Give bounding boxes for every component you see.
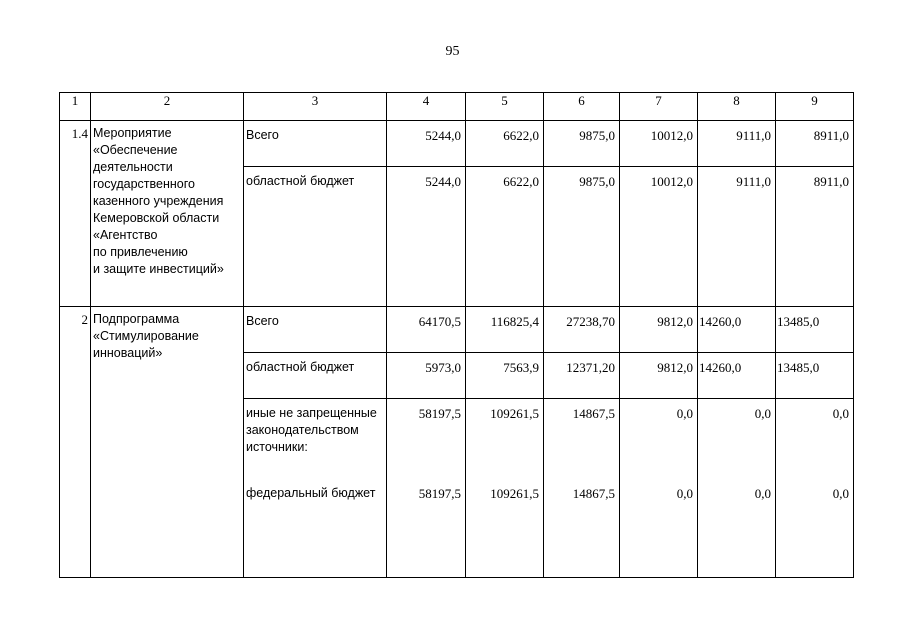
- value-cell: 0,0: [776, 479, 854, 578]
- row-name-line: Подпрограмма: [93, 312, 180, 326]
- row-name-line: «Обеспечение: [93, 143, 178, 157]
- column-header: 2: [91, 93, 244, 121]
- column-header: 1: [60, 93, 91, 121]
- value-cell: 9875,0: [544, 167, 620, 307]
- value-cell: 10012,0: [620, 167, 698, 307]
- source-label: Всего: [244, 121, 387, 167]
- value-cell: 10012,0: [620, 121, 698, 167]
- value-cell: 14260,0: [698, 307, 776, 353]
- value-cell: 9111,0: [698, 167, 776, 307]
- column-header: 4: [387, 93, 466, 121]
- source-label: Всего: [244, 307, 387, 353]
- value-cell: 109261,5: [466, 479, 544, 578]
- source-label-line: источники:: [246, 440, 308, 454]
- row-index: 1.4: [60, 121, 91, 307]
- value-cell: 13485,0: [776, 307, 854, 353]
- column-header: 6: [544, 93, 620, 121]
- page-number: 95: [445, 44, 460, 59]
- value-cell: 12371,20: [544, 353, 620, 399]
- value-cell: 9875,0: [544, 121, 620, 167]
- table-row: [60, 121, 854, 167]
- row-name-line: Мероприятие: [93, 126, 172, 140]
- value-cell: 5244,0: [387, 121, 466, 167]
- row-name: [91, 121, 244, 307]
- column-header: 7: [620, 93, 698, 121]
- source-label-line: иные не запрещенные: [246, 406, 377, 420]
- value-cell: 6622,0: [466, 121, 544, 167]
- value-cell: 14867,5: [544, 399, 620, 479]
- value-cell: 64170,5: [387, 307, 466, 353]
- row-name-line: государственного: [93, 177, 195, 191]
- column-header: 9: [776, 93, 854, 121]
- row-index: 2: [60, 307, 91, 578]
- value-cell: 0,0: [620, 399, 698, 479]
- source-label: областной бюджет: [244, 167, 387, 307]
- table-row: [60, 307, 854, 353]
- source-label: федеральный бюджет: [244, 479, 387, 578]
- row-name-line: казенного учреждения: [93, 194, 224, 208]
- value-cell: 14260,0: [698, 353, 776, 399]
- table-header-row: [60, 93, 854, 121]
- row-name: [91, 307, 244, 578]
- column-header: 8: [698, 93, 776, 121]
- value-cell: 58197,5: [387, 479, 466, 578]
- row-name-line: «Стимулирование: [93, 329, 199, 343]
- row-name-line: по привлечению: [93, 245, 188, 259]
- column-header: 3: [244, 93, 387, 121]
- value-cell: 27238,70: [544, 307, 620, 353]
- value-cell: 5973,0: [387, 353, 466, 399]
- value-cell: 0,0: [698, 479, 776, 578]
- value-cell: 0,0: [620, 479, 698, 578]
- value-cell: 109261,5: [466, 399, 544, 479]
- row-name-line: Кемеровской области: [93, 211, 220, 225]
- value-cell: 6622,0: [466, 167, 544, 307]
- row-name-line: инноваций»: [93, 346, 163, 360]
- source-label: [244, 399, 387, 479]
- value-cell: 9111,0: [698, 121, 776, 167]
- row-name-line: и защите инвестиций»: [93, 262, 224, 276]
- source-label: областной бюджет: [244, 353, 387, 399]
- value-cell: 8911,0: [776, 121, 854, 167]
- value-cell: 58197,5: [387, 399, 466, 479]
- row-name-line: деятельности: [93, 160, 173, 174]
- value-cell: 5244,0: [387, 167, 466, 307]
- value-cell: 9812,0: [620, 353, 698, 399]
- source-label-line: законодательством: [246, 423, 359, 437]
- budget-table: [59, 92, 854, 578]
- value-cell: 8911,0: [776, 167, 854, 307]
- value-cell: 14867,5: [544, 479, 620, 578]
- column-header: 5: [466, 93, 544, 121]
- value-cell: 13485,0: [776, 353, 854, 399]
- value-cell: 0,0: [698, 399, 776, 479]
- value-cell: 9812,0: [620, 307, 698, 353]
- row-name-line: «Агентство: [93, 228, 158, 242]
- value-cell: 7563,9: [466, 353, 544, 399]
- value-cell: 116825,4: [466, 307, 544, 353]
- value-cell: 0,0: [776, 399, 854, 479]
